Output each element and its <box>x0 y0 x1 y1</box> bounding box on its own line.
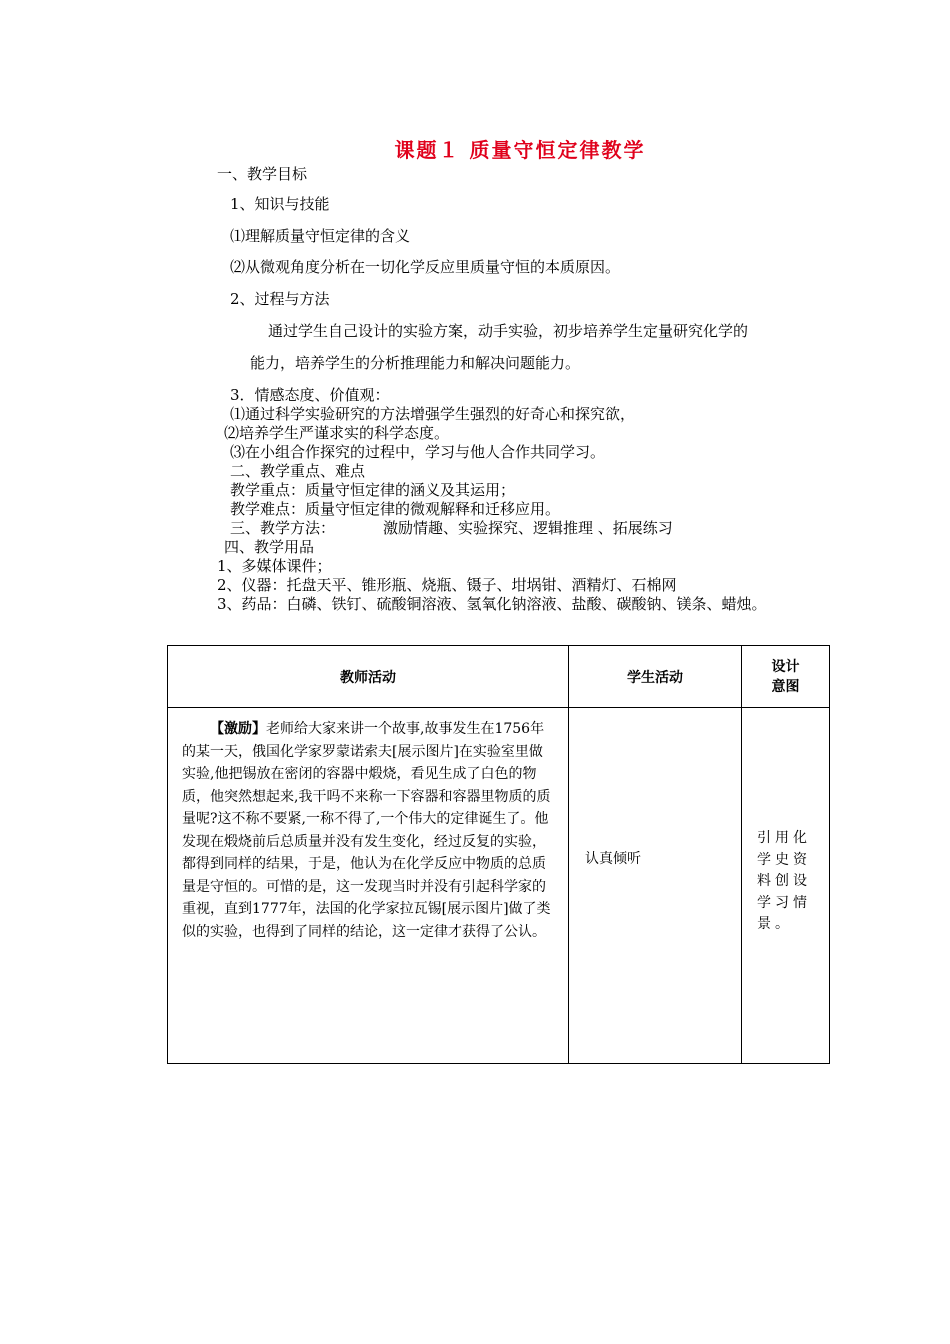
header-intent-line2: 意图 <box>771 678 800 695</box>
section1-sub2: 2、过程与方法 <box>230 290 330 308</box>
teacher-activity-cell <box>168 708 569 1064</box>
section4-item3: 3、药品：白磷、铁钉、硫酸铜溶液、氢氧化钠溶液、盐酸、碳酸钠、镁条、蜡烛。 <box>217 595 767 613</box>
section4-item1: 1、多媒体课件； <box>217 557 332 575</box>
student-activity-cell <box>569 708 742 1064</box>
student-activity: 认真倾听 <box>585 851 641 867</box>
header-intent-cell <box>742 646 830 708</box>
section1-heading: 一、教学目标 <box>217 165 308 183</box>
header-teacher: 教师活动 <box>340 669 396 686</box>
section3-methods: 激励情趣、实验探究、逻辑推理 、拓展练习 <box>383 519 673 537</box>
section2-key: 教学重点：质量守恒定律的涵义及其运用； <box>230 481 516 499</box>
header-intent-line1: 设计 <box>771 658 800 675</box>
section1-sub1: 1、知识与技能 <box>230 195 330 213</box>
section1-item2: ⑵从微观角度分析在一切化学反应里质量守恒的本质原因。 <box>230 258 621 276</box>
section4-item2: 2、仪器：托盘天平、锥形瓶、烧瓶、镊子、坩埚钳、酒精灯、石棉网 <box>217 576 677 594</box>
table-row <box>168 708 830 1064</box>
header-student-cell <box>569 646 742 708</box>
header-teacher-cell <box>168 646 569 708</box>
section1-att2: ⑵培养学生严谨求实的科学态度。 <box>224 424 450 442</box>
teacher-activity-text: 老师给大家来讲一个故事,故事发生在1756年的某一天，俄国化学家罗蒙诺索夫[展示图片]在实验室里做实验,他把锡放在密闭的容器中煅烧，看见生成了白色的物质，他突然想起来,我干吗不来称一下容器和容器里物质的质量呢?这不称不要紧,一称不得了,一个伟大的定律诞生了。他发现在煅烧前后总质量并没有发生变化，经过反复的实验，都得到同样的结果，于是，他认为在化学反应中物质的总质量是守恒的。可惜的是，这一发现当时并没有引起科学家的重视，直到1777年，法国的化学家拉瓦锡[展示图片]做了类似的实验，也得到了同样的结论，这一定律才获得了公认。 <box>182 721 551 940</box>
design-intent-cell <box>742 708 830 1064</box>
lesson-table <box>167 645 830 1064</box>
section1-para-line2: 能力，培养学生的分析推理能力和解决问题能力。 <box>250 354 581 372</box>
page-title: 课题１ 质量守恒定律教学 <box>394 138 646 162</box>
teacher-activity-tag: 【激励】 <box>210 721 266 737</box>
header-student: 学生活动 <box>627 669 683 686</box>
section4-heading: 四、教学用品 <box>224 538 315 556</box>
design-intent: 引用化学史资料创设学习情景。 <box>757 830 811 932</box>
section1-para-line1: 通过学生自己设计的实验方案，动手实验，初步培养学生定量研究化学的 <box>268 322 749 340</box>
section1-sub3: 3．情感态度、价值观： <box>230 386 390 404</box>
teacher-activity <box>168 708 568 943</box>
section2-heading: 二、教学重点、难点 <box>230 462 366 480</box>
table-header-row <box>168 646 830 708</box>
section3-heading: 三、教学方法： <box>230 519 336 537</box>
section2-difficult: 教学难点：质量守恒定律的微观解释和迁移应用。 <box>230 500 561 518</box>
section1-att3: ⑶在小组合作探究的过程中，学习与他人合作共同学习。 <box>230 443 606 461</box>
section1-att1: ⑴通过科学实验研究的方法增强学生强烈的好奇心和探究欲， <box>230 405 636 423</box>
section1-item1: ⑴理解质量守恒定律的含义 <box>230 227 411 245</box>
